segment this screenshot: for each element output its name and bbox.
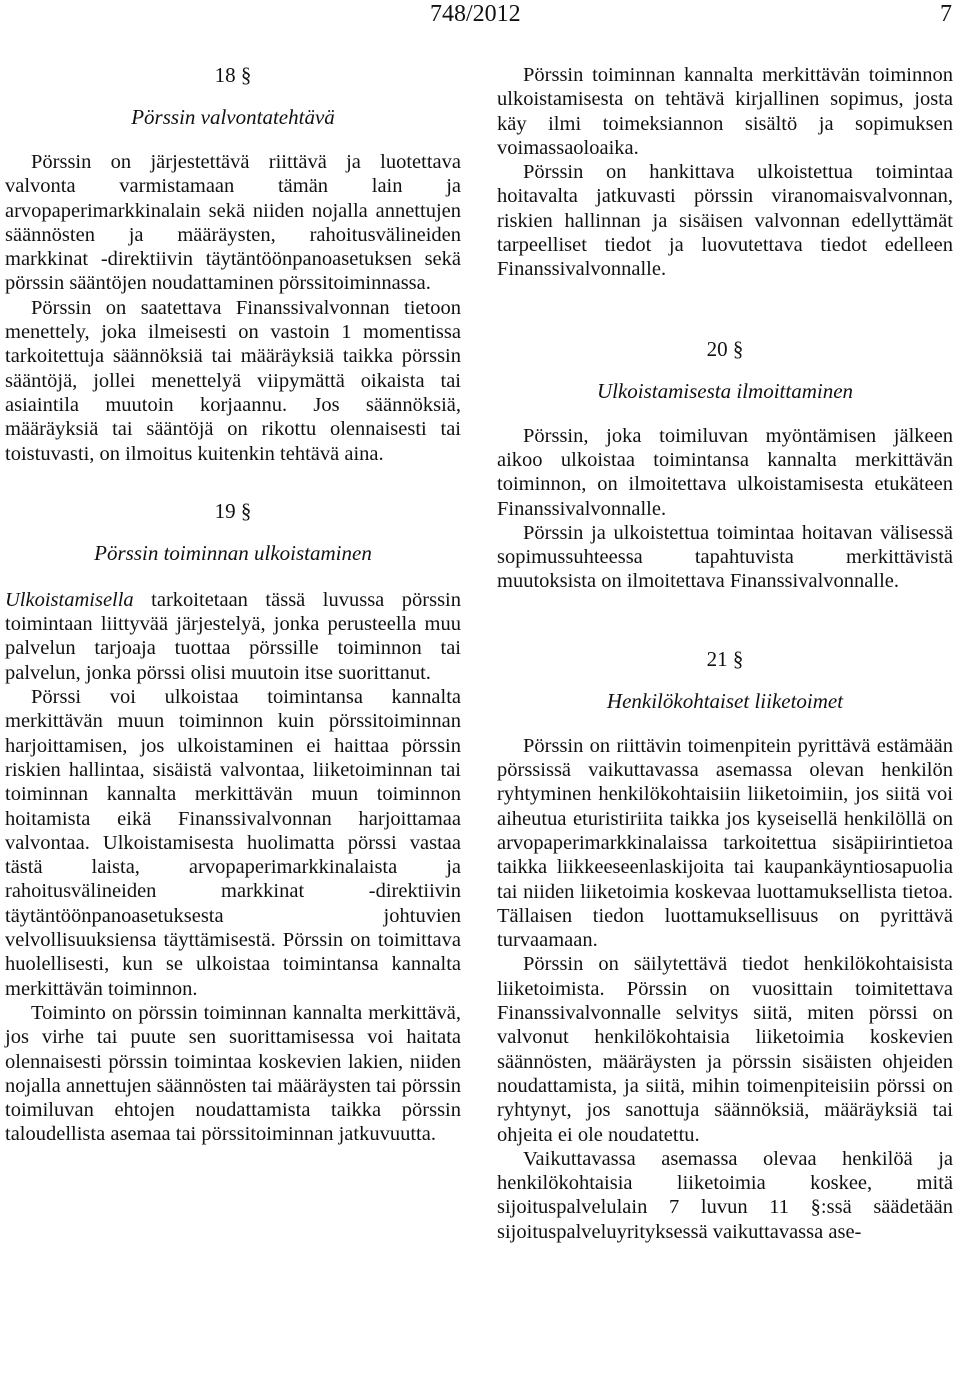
section-20-paragraph-2: Pörssin ja ulkoistettua toimintaa hoitavan välisessä sopimussuhteessa tapahtuvista merkittävistä muutoksista on ilmoitettava Finanssivalvonnalle. [497,521,953,593]
section-19-paragraph-5: Pörssin on hankittava ulkoistettua toimintaa hoitavalta jatkuvasti pörssin viranomaisvalvonnan, riskien hallinnan ja sisäisen valvonnan edellyttämät tarpeelliset tiedot ja luovutettava tiedot edelleen Finanssivalvonnalle. [497,161,953,281]
right-column [497,60,953,1244]
section-19-paragraph-4: Pörssin toiminnan kannalta merkittävän toiminnon ulkoistamisesta on tehtävä kirjallinen sopimus, josta käy ilmi toimeksiannon sisältö ja sopimuksen voimassaoloaika. [497,64,953,159]
section-20-paragraph-1: Pörssin, joka toimiluvan myöntämisen jälkeen aikoo ulkoistaa toimintansa kannalta merkittävän toiminnon, on ilmoitettava ulkoistamisesta etukäteen Finanssivalvonnalle. [497,424,953,520]
section-20-number: 20 § [706,336,744,361]
section-18-title: Pörssin valvontatehtävä [131,105,335,129]
section-18-number: 18 § [214,63,252,87]
page-number: 7 [940,1,952,27]
doc-number: 748/2012 [430,1,521,27]
section-21-paragraph-1: Pörssin on riittävin toimenpitein pyrittävä estämään pörssissä vaikuttavassa asemassa olevan henkilön ryhtyminen henkilökohtaisiin liiketoimiin, jos siitä voi aiheutua eturistiriita taikka jos kyseisellä henkilöllä on arvopaperimarkkinalaissa tarkoitettua sisäpiirintietoa taikka liikkeeseenlaskijoita tai kaupankäyntiosapuolia tai niiden liiketoimia koskevaa luottamuksellista tietoa. Tällaisen tiedon luottamuksellisuus on pyrittävä turvaamaan. [497,734,953,952]
section-20-title: Ulkoistamisesta ilmoittaminen [596,378,854,403]
section-18-paragraph-2: Pörssin on saatettava Finanssivalvonnan tietoon menettely, joka ilmeisesti on vastoin 1 momentissa tarkoitettuja säännöksiä tai määräyksiä taikka pörssin sääntöjä, jollei menettelyä viipymättä oikaista tai asiaintila muutoin korjaannu. Jos säännöksiä, määräyksiä tai sääntöjä on rikottu olennaisesti tai toistuvasti, on ilmoitus kuitenkin tehtävä aina. [5,296,461,465]
section-21-paragraph-3: Vaikuttavassa asemassa olevaa henkilöä ja henkilökohtaisia liiketoimia koskee, mitä sijoituspalvelulain 7 luvun 11 §:ssä säädetään sijoituspalveluyrityksessä vaikuttavassa ase- [497,1147,953,1243]
left-column [5,60,461,1147]
section-19-paragraph-1 [5,588,461,685]
section-19-title: Pörssin toiminnan ulkoistaminen [94,540,372,565]
section-19-paragraph-3: Toiminto on pörssin toiminnan kannalta merkittävä, jos virhe tai puute sen suorittamisessa voi haitata olennaisesti pörssin toimintaa koskevien lakien, niiden nojalla annettujen säännösten tai määräysten tai pörssin toimiluvan ehtojen noudattamista taikka pörssin taloudellista asemaa tai pörssitoiminnan jatkuvuutta. [5,1001,461,1146]
section-18-paragraph-1: Pörssin on järjestettävä riittävä ja luotettava valvonta varmistamaan tämän lain ja arvopaperimarkkinalain sekä niiden nojalla annettujen säännösten ja määräysten, rahoitusvälineiden markkinat -direktiivin täytäntöönpanoasetuksen sekä pörssin sääntöjen noudattaminen pörssitoiminnassa. [5,151,461,295]
section-21-title: Henkilökohtaiset liiketoimet [606,688,844,713]
section-21-paragraph-2: Pörssin on säilytettävä tiedot henkilökohtaisista liiketoimista. Pörssin on vuosittain toimitettava Finanssivalvonnalle selvitys siitä, miten pörssi on valvonut henkilökohtaisia liiketoimia koskevien säännösten, määräysten ja pörssin sisäisten ohjeiden noudattamista, ja siitä, mihin toimenpiteisiin pörssi on ryhtynyt, jos sanottuja säännöksiä, määräyksiä tai ohjeita ei ole noudatettu. [497,953,953,1146]
section-19-paragraph-2: Pörssi voi ulkoistaa toimintansa kannalta merkittävän muun toiminnon kuin pörssitoiminnan harjoittamisen, jos ulkoistaminen ei haittaa pörssin riskien hallintaa, sisäistä valvontaa, liiketoiminnan tai toiminnan kannalta merkittävän muun toiminnon hoitamista eikä Finanssivalvonnan harjoittamaa valvontaa. Ulkoistamisesta huolimatta pörssi vastaa tästä laista, arvopaperimarkkinalaista ja rahoitusvälineiden markkinat -direktiivin täytäntöönpanoasetuksesta johtuvien velvollisuuksiensa täyttämisestä. Pörssin on toimittava huolellisesti, kun se ulkoistaa toimintansa kannalta merkittävän toiminnon. [5,686,461,1000]
section-19-paragraph-1-text: tarkoitetaan tässä luvussa pörssin toimintaan liittyvää järjestelyä, jonka perusteella muu palvelun tarjoaja tuottaa pörssille toiminnon tai palvelun, jonka pörssi olisi muutoin itse suorittanut. [5,588,461,684]
defined-term: Ulkoistamisella [5,588,134,611]
section-19-number: 19 § [214,498,252,523]
section-21-number: 21 § [706,646,744,671]
